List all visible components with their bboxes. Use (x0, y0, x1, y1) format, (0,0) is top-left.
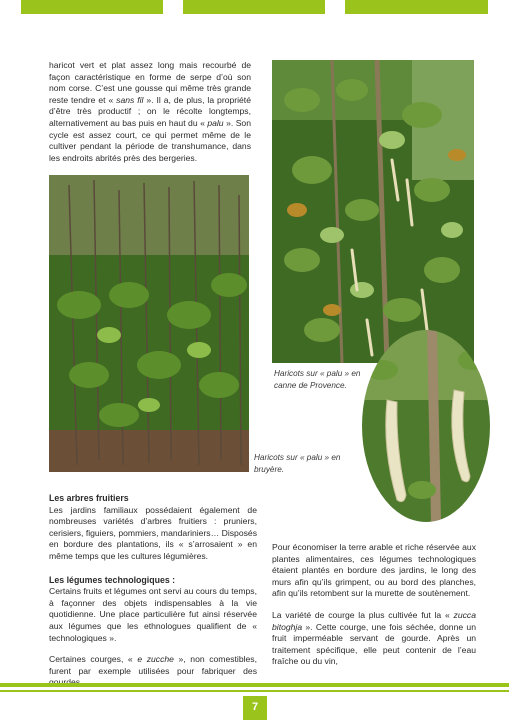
right-column-text (272, 542, 476, 668)
term-sans-fil: sans fil (116, 94, 144, 105)
term-e-zucche: e zucche (137, 654, 174, 665)
paragraph-zucca-bitoghja: La variété de courge la plus cultivée fut la « zucca bitoghja ». Cette courge, une fois séchée, donne un fruit imperméable servant de gourde. Après un traitement spécifique, elle peut contenir de l’eau fraîche ou du vin, (272, 609, 476, 667)
paragraph-courges: Certaines courges, « e zucche », non comestibles, furent par exemple utilisées pour fabriquer des (49, 654, 257, 676)
photo-beans-on-cane (272, 60, 474, 363)
photo-bean-pods-circle (362, 330, 490, 522)
left-column-lower (49, 493, 257, 689)
header-bar-left (21, 0, 163, 14)
footer-rule-thick (0, 683, 509, 687)
caption-beans-cane: Haricots sur « palu » en canne de Provence. (274, 369, 361, 390)
term-palu: palu (207, 117, 224, 128)
caption-beans-heather: Haricots sur « palu » en bruyère. (254, 453, 341, 474)
term-zucca-bitoghja: zucca bitoghja (272, 609, 476, 632)
paragraph-legumes-technologiques: Certains fruits et légumes ont servi au cours du temps, à façonner des objets indispensables à la vie quotidienne. Une place particulière fut ainsi réservée aux légumes que les ethnologues qualifient de « technologiques ». (49, 586, 257, 643)
heading-legumes-technologiques: Les légumes technologiques : (49, 574, 176, 585)
footer-rule-thin (0, 690, 509, 692)
intro-paragraph: haricot vert et plat assez long mais recourbé de façon caractéristique en forme de serpe d’où son nom corse. C’est une gousse qui même très grande reste tendre et « sans fil ». Il a, de plus, la propriété d’être très productif ; on le récolte longtemps, alternativement au bas puis en haut du « palu ». Son cycle est assez court, ce qui permet même de le cultiver pendant la période de transhumance, dans les endroits abrités près des bergeries. (49, 60, 251, 163)
heading-arbres-fruitiers: Les arbres fruitiers (49, 493, 129, 503)
page-number: 7 (243, 696, 267, 720)
paragraph-arbres-fruitiers: Les jardins familiaux possédaient également de nombreuses variétés d’arbres fruitiers : pruniers, cerisiers, figuiers, pommiers, mandariniers… Disposés en bordure des plantations, ils « s’arrosaient » en même temps que les cultures légumières. (49, 504, 257, 561)
header-bar-center (183, 0, 325, 14)
paragraph-economiser: Pour économiser la terre arable et riche réservée aux plantes alimentaires, ces légumes technologiques étaient plantés en bordure des jardins, le long des murs afin qu’ils grimpent, ou au bord des planches, afin qu’ils retombent sur la murette de soutènement. (272, 542, 476, 599)
header-bar-right (345, 0, 488, 14)
photo-beans-on-heather (49, 175, 249, 472)
